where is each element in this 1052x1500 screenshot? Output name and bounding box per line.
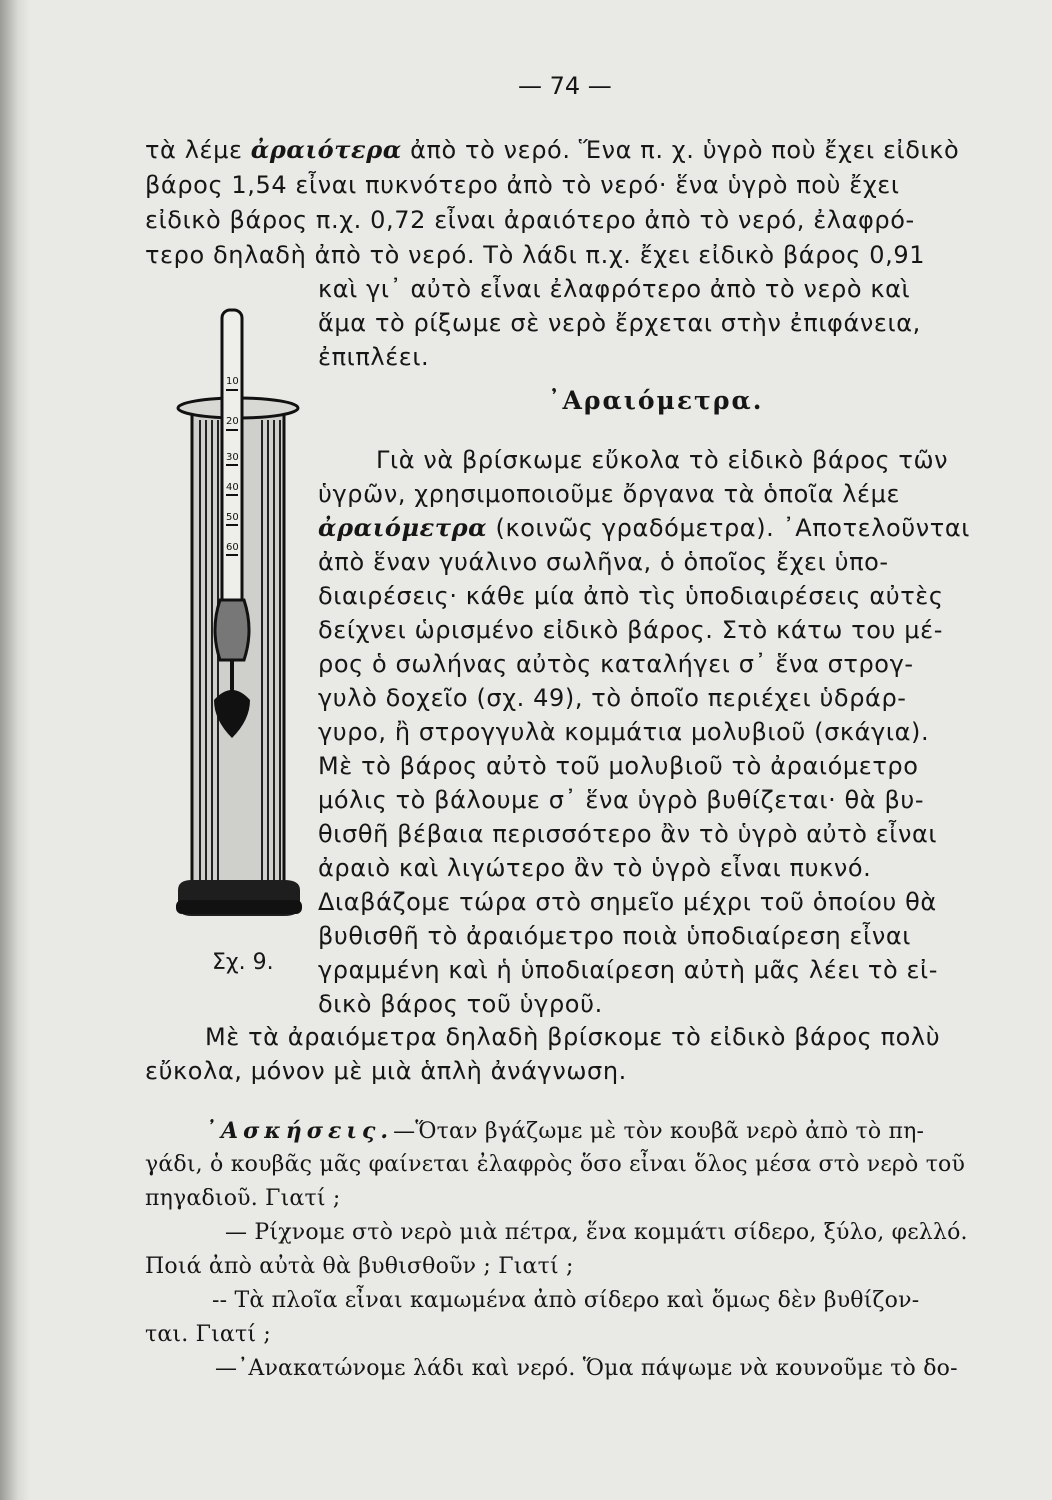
- section-heading: ᾿Αραιόμετρα.: [548, 386, 764, 415]
- scale-label: 40: [226, 482, 239, 493]
- text-line: ὑγρῶν, χρησιμοποιοῦμε ὄργανα τὰ ὁποῖα λέμε: [318, 480, 901, 508]
- text-line: Γιὰ νὰ βρίσκωμε εὔκολα τὸ εἰδικὸ βάρος τῶν: [376, 446, 949, 474]
- text-line: ἀπὸ ἕναν γυάλινο σωλῆνα, ὁ ὁποῖος ἔχει ὑπο-: [318, 548, 889, 576]
- scale-label: 30: [226, 452, 239, 463]
- exercise-line: — Ρίχνομε στὸ νερὸ μιὰ πέτρα, ἕνα κομμάτι σίδερο, ξύλο, φελλό.: [225, 1220, 968, 1245]
- exercise-line: Ποιά ἀπὸ αὐτὰ θὰ βυθισθοῦν ; Γιατί ;: [145, 1254, 574, 1279]
- text-line: βάρος 1,54 εἶναι πυκνότερο ἀπὸ τὸ νερό· ἕνα ὑγρὸ ποὺ ἔχει: [145, 171, 900, 199]
- scale-label: 20: [226, 416, 239, 427]
- text-line: τερο δηλαδὴ ἀπὸ τὸ νερό. Τὸ λάδι π.χ. ἔχει εἰδικὸ βάρος 0,91: [145, 241, 926, 269]
- emphasis-term: ἀραιότερα: [250, 135, 402, 164]
- text-line: καὶ γι᾽ αὐτὸ εἶναι ἐλαφρότερο ἀπὸ τὸ νερὸ καὶ: [318, 275, 911, 303]
- exercises-first-line: ᾿Ασκήσεις.—Ὅταν βγάζωμε μὲ τὸν κουβᾶ νερὸ ἀπὸ τὸ πη-: [205, 1118, 925, 1144]
- page-gutter-shadow: [0, 0, 30, 1500]
- text-line: ἀραιὸ καὶ λιγώτερο ἂν τὸ ὑγρὸ εἶναι πυκνό.: [318, 854, 872, 882]
- page-number: — 74 —: [518, 72, 612, 100]
- text-line: Μὲ τὰ ἀραιόμετρα δηλαδὴ βρίσκομε τὸ εἰδικὸ βάρος πολὺ: [205, 1023, 941, 1051]
- hydrometer-figure: [170, 300, 310, 930]
- scale-label: 10: [226, 376, 239, 387]
- text-line: Μὲ τὸ βάρος αὐτὸ τοῦ μολυβιοῦ τὸ ἀραιόμετρο: [318, 752, 919, 780]
- text-line: δείχνει ὡρισμένο εἰδικὸ βάρος. Στὸ κάτω του μέ-: [318, 616, 943, 644]
- exercise-line: γάδι, ὁ κουβᾶς μᾶς φαίνεται ἐλαφρὸς ὅσο εἶναι ὅλος μέσα στὸ νερὸ τοῦ: [145, 1152, 966, 1177]
- text-line: ρος ὁ σωλήνας αὐτὸς καταλήγει σ᾽ ἕνα στρογ-: [318, 650, 914, 678]
- text-line: ἐπιπλέει.: [318, 343, 430, 371]
- text-line: ἀραιόμετρα (κοινῶς γραδόμετρα). ᾿Αποτελοῦνται: [318, 513, 970, 542]
- text-line: δικὸ βάρος τοῦ ὑγροῦ.: [318, 990, 603, 1018]
- text-line: ἅμα τὸ ρίξωμε σὲ νερὸ ἔρχεται στὴν ἐπιφάνεια,: [318, 309, 921, 337]
- emphasis-term: ἀραιόμετρα: [318, 513, 488, 542]
- exercise-line: -- Τὰ πλοῖα εἶναι καμωμένα ἀπὸ σίδερο καὶ ὅμως δὲν βυθίζον-: [212, 1288, 920, 1313]
- text-line: τὰ λέμε ἀραιότερα ἀπὸ τὸ νερό. Ἕνα π. χ. ὑγρὸ ποὺ ἔχει εἰδικὸ: [145, 135, 960, 164]
- text-line: εἰδικὸ βάρος π.χ. 0,72 εἶναι ἀραιότερο ἀπὸ τὸ νερό, ἐλαφρό-: [145, 206, 915, 234]
- text-line: γραμμένη καὶ ἡ ὑποδιαίρεση αὐτὴ μᾶς λέει τὸ εἰ-: [318, 956, 939, 984]
- text-line: θισθῆ βέβαια περισσότερο ἂν τὸ ὑγρὸ αὐτὸ εἶναι: [318, 820, 938, 848]
- exercise-line: ται. Γιατί ;: [145, 1322, 271, 1347]
- text-line: βυθισθῆ τὸ ἀραιόμετρο ποιὰ ὑποδιαίρεση εἶναι: [318, 922, 911, 950]
- text-line: Διαβάζομε τώρα στὸ σημεῖο μέχρι τοῦ ὁποίου θὰ: [318, 888, 937, 916]
- text-line: γυρο, ἢ στρογγυλὰ κομμάτια μολυβιοῦ (σκάγια).: [318, 718, 930, 746]
- exercise-line: πηγαδιοῦ. Γιατί ;: [145, 1186, 341, 1211]
- scale-label: 60: [226, 542, 239, 553]
- text-line: εὔκολα, μόνον μὲ μιὰ ἁπλὴ ἀνάγνωση.: [145, 1057, 627, 1085]
- figure-caption: Σχ. 9.: [212, 950, 274, 975]
- text-line: μόλις τὸ βάλουμε σ᾽ ἕνα ὑγρὸ βυθίζεται· θὰ βυ-: [318, 786, 925, 814]
- exercises-title: ᾿Ασκήσεις.: [205, 1118, 394, 1144]
- scale-label: 50: [226, 512, 239, 523]
- text-line: διαιρέσεις· κάθε μία ἀπὸ τὶς ὑποδιαιρέσεις αὐτὲς: [318, 582, 944, 610]
- exercise-line: —᾿Ανακατώνομε λάδι καὶ νερό. Ὅμα πάψωμε νὰ κουνοῦμε τὸ δο-: [215, 1356, 958, 1381]
- text-line: γυλὸ δοχεῖο (σχ. 49), τὸ ὁποῖο περιέχει ὑδράρ-: [318, 684, 907, 712]
